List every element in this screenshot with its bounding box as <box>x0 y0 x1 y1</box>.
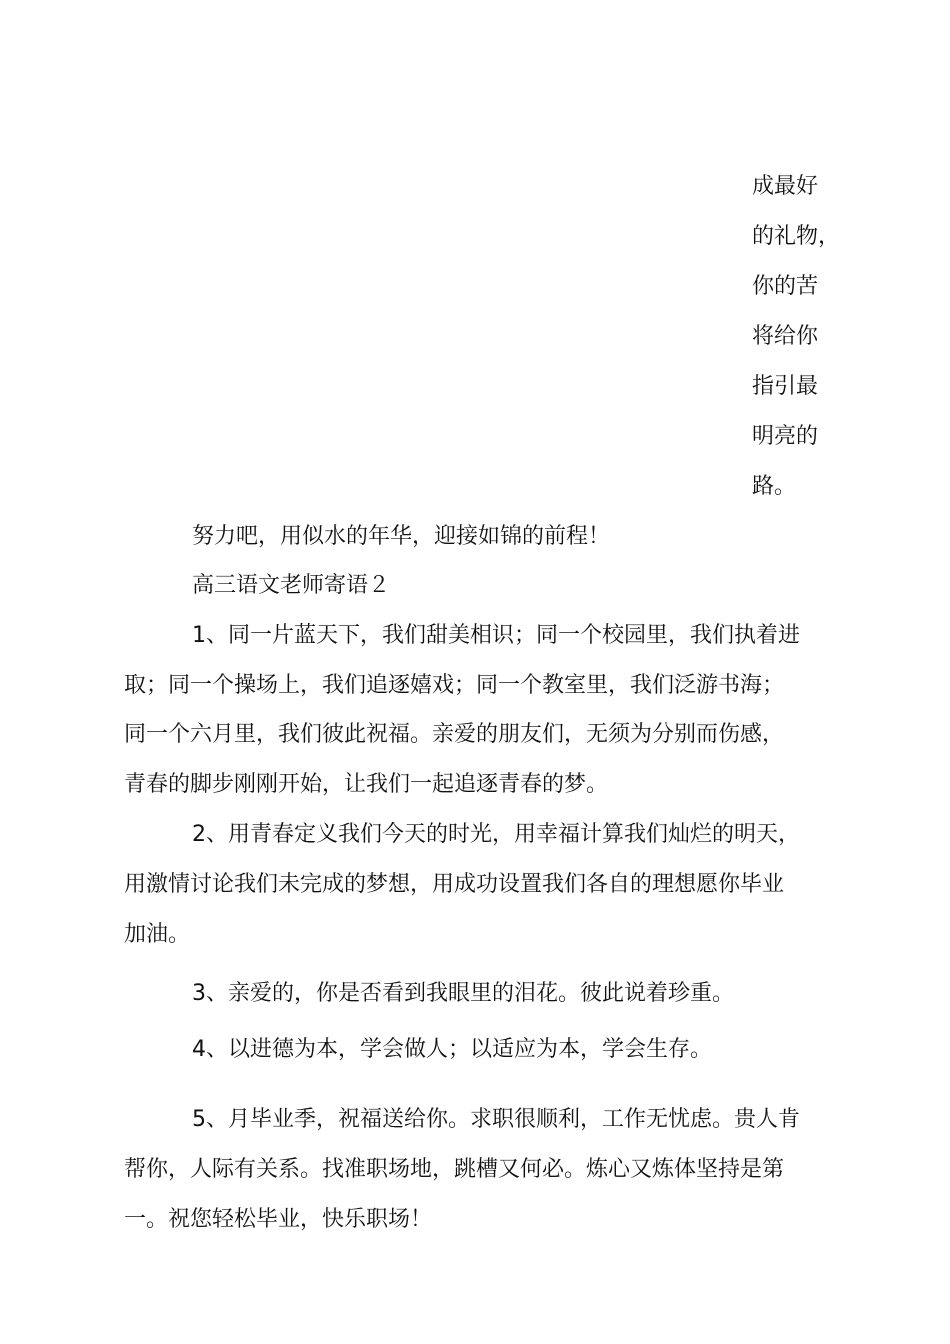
paragraph-line: 一。祝您轻松毕业，快乐职场！ <box>124 1207 433 1232</box>
paragraph-line: 2、用青春定义我们今天的时光，用幸福计算我们灿烂的明天， <box>192 822 800 847</box>
paragraph-line: 用激情讨论我们未完成的梦想，用成功设置我们各自的理想愿你毕业 <box>124 872 785 897</box>
section-title: 高三语文老师寄语２ <box>192 573 391 598</box>
fragment-line: 将给你 <box>752 324 819 349</box>
paragraph-line: 5、月毕业季，祝福送给你。求职很顺利，工作无忧虑。贵人肯 <box>192 1107 800 1132</box>
paragraph-line: 取；同一个操场上，我们追逐嬉戏；同一个教室里，我们泛游书海； <box>124 673 785 698</box>
closing-line: 努力吧，用似水的年华，迎接如锦的前程！ <box>192 524 611 549</box>
fragment-line: 你的苦 <box>752 274 819 299</box>
fragment-line: 的礼物， <box>752 224 841 249</box>
paragraph-line: 1、同一片蓝天下，我们甜美相识；同一个校园里，我们执着进 <box>192 623 800 648</box>
paragraph-line: 青春的脚步刚刚开始，让我们一起追逐青春的梦。 <box>124 772 609 797</box>
fragment-line: 成最好 <box>752 174 819 199</box>
paragraph-line: 帮你，人际有关系。找准职场地，跳槽又何必。炼心又炼体坚持是第 <box>124 1157 785 1182</box>
paragraph-line: 3、亲爱的，你是否看到我眼里的泪花。彼此说着珍重。 <box>192 981 734 1006</box>
fragment-line: 指引最 <box>752 374 819 399</box>
fragment-line: 明亮的 <box>752 424 819 449</box>
fragment-line: 路。 <box>752 474 797 499</box>
paragraph-line: 4、以进德为本，学会做人；以适应为本，学会生存。 <box>192 1037 712 1062</box>
paragraph-line: 同一个六月里，我们彼此祝福。亲爱的朋友们，无须为分别而伤感， <box>124 722 785 747</box>
text-fragment-column <box>752 166 842 516</box>
paragraph-line: 加油。 <box>124 922 191 947</box>
